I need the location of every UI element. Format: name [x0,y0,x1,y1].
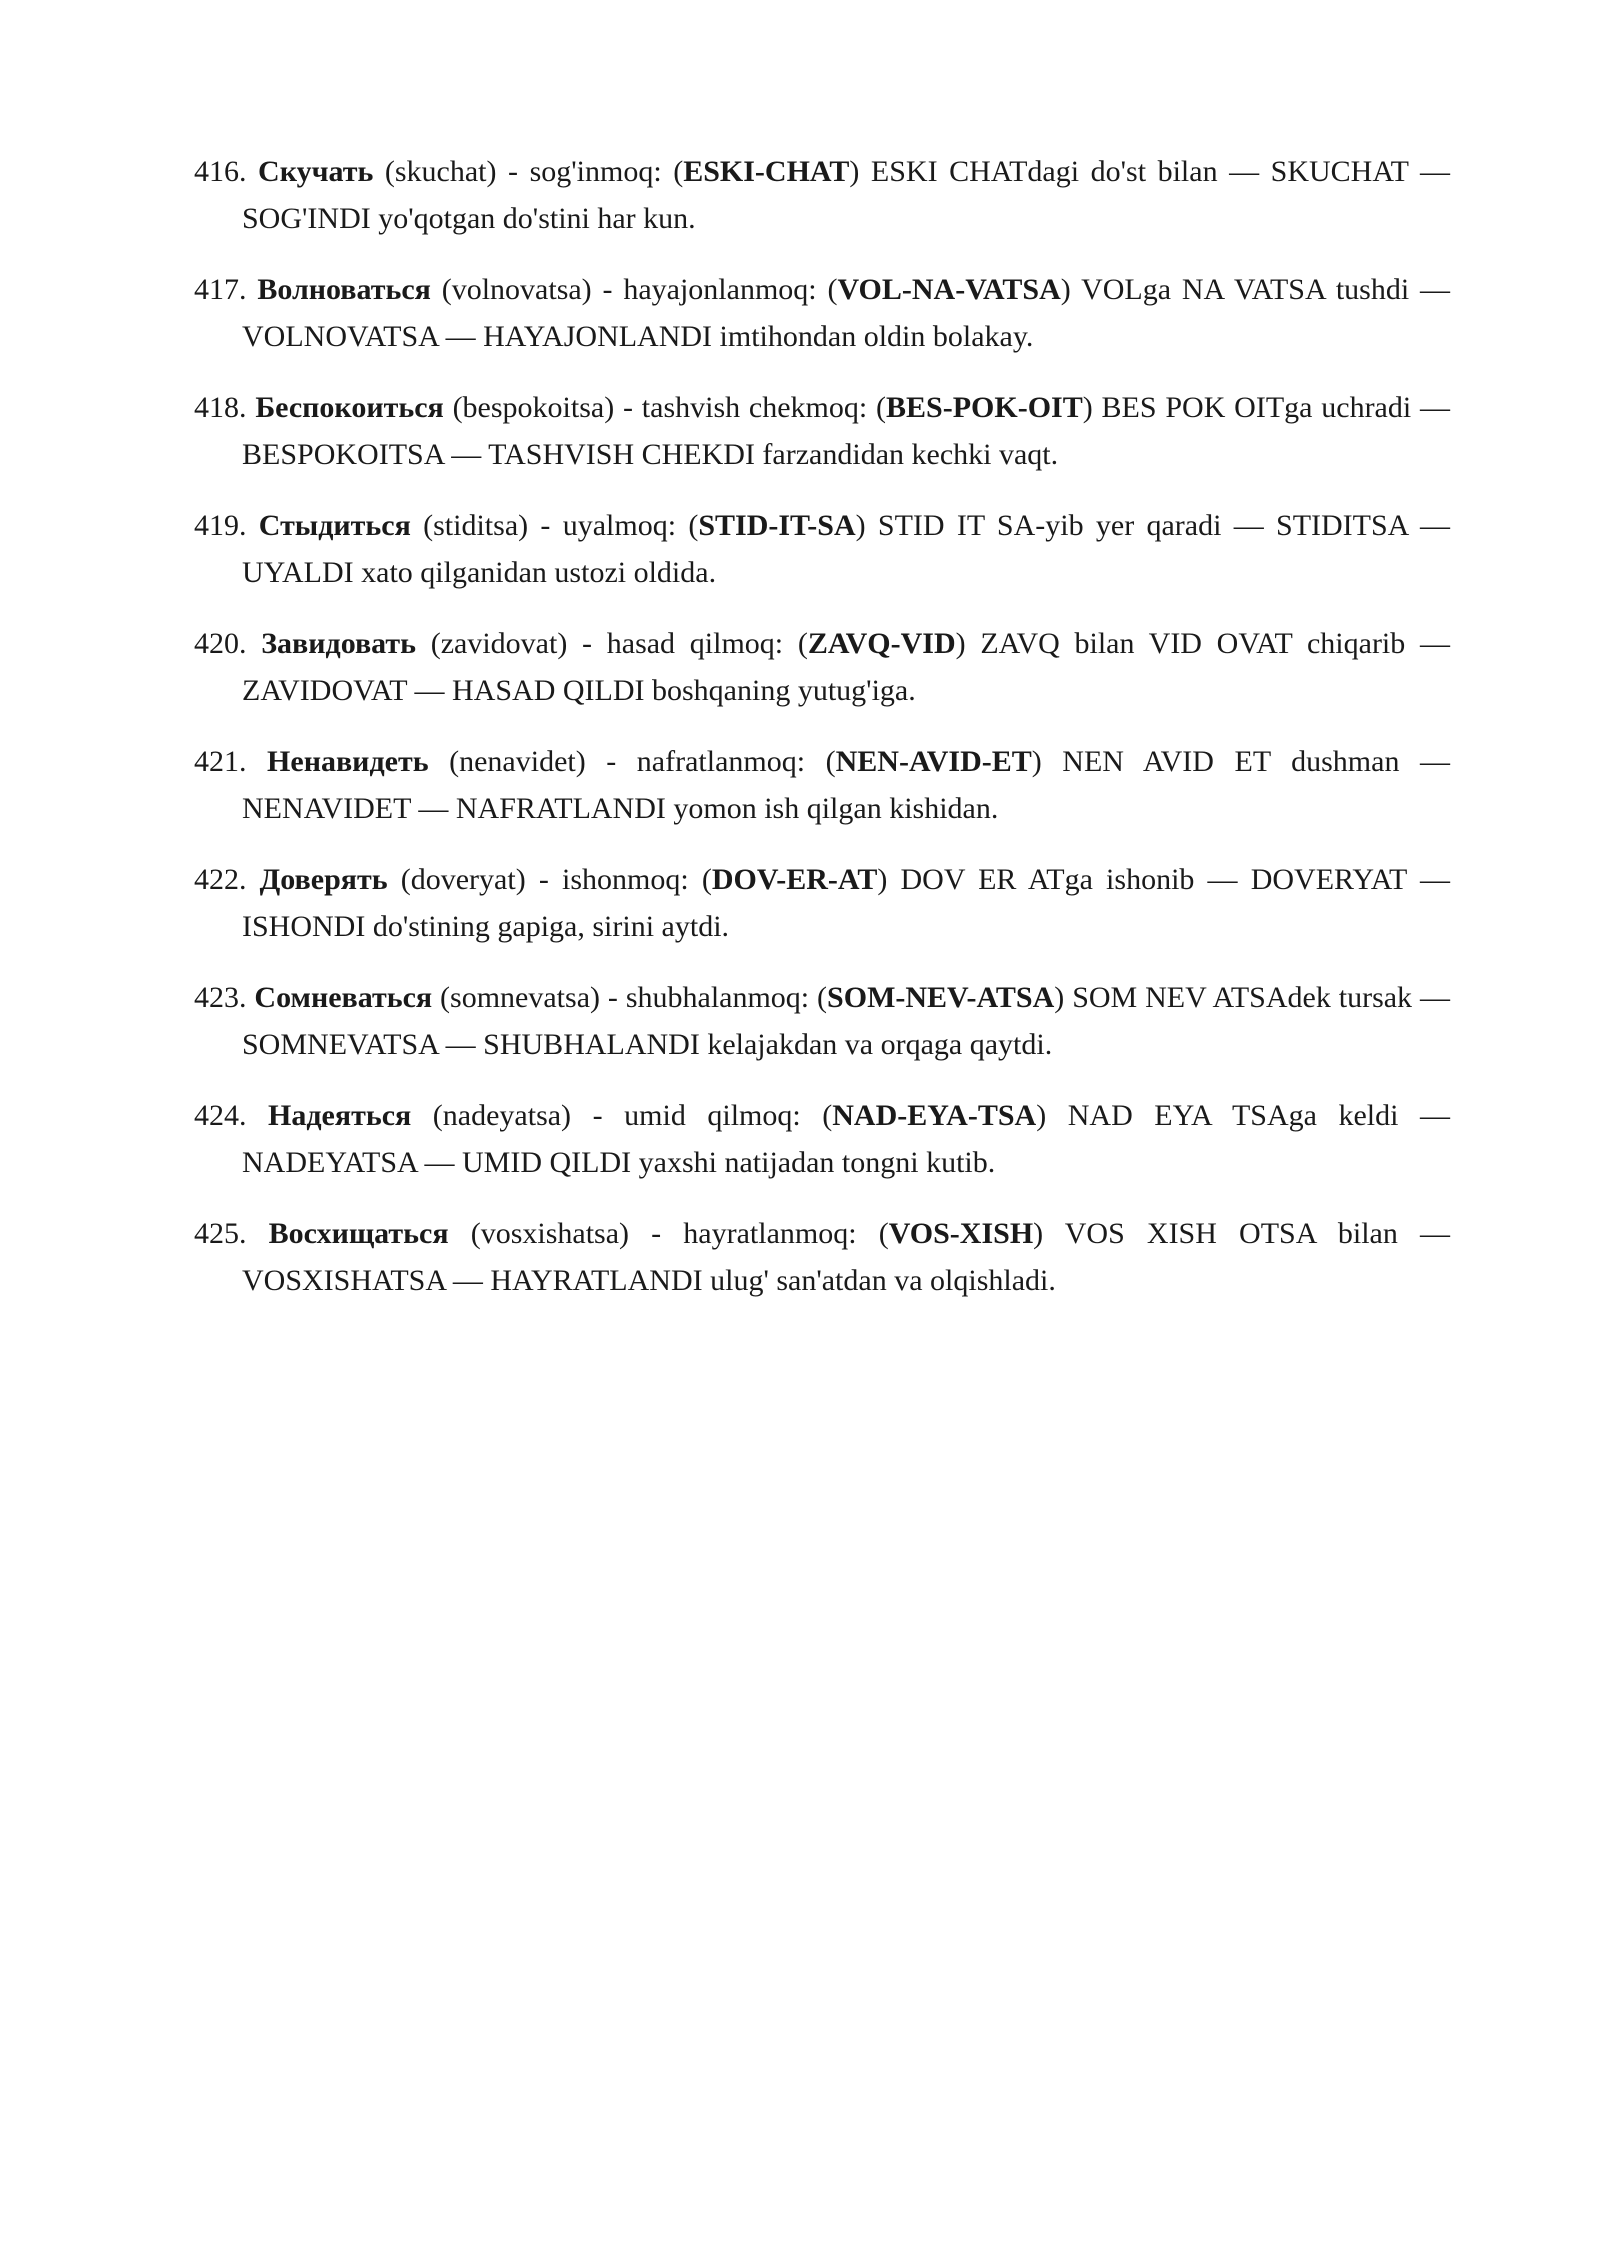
mnemonic-key: DOV-ER-AT [711,863,878,896]
transliteration: (bespokoitsa) [452,391,615,424]
mnemonic-story: NAD EYA TSAga keldi — NADEYATSA — UMID QILDI yaxshi natijadan tongni kutib. [242,1099,1451,1179]
mnemonic-story: SOM NEV ATSAdek tursak — SOMNEVATSA — SHUBHALANDI kelajakdan va orqaga qaytdi. [242,981,1450,1061]
russian-word: Надеяться [268,1099,412,1132]
mnemonic-story: BES POK OITga uchradi — BESPOKOITSA — TASHVISH CHEKDI farzandidan kechki vaqt. [242,391,1451,471]
russian-word: Беспокоиться [255,391,444,424]
entry-number: 422. [194,863,247,896]
vocab-entry-423: 423. Сомневаться (somnevatsa) - shubhalanmoq: (SOM-NEV-ATSA) SOM NEV ATSAdek tursak — SOMNEVATSA — SHUBHALANDI kelajakdan va orqaga qaytdi. [194,981,1450,1061]
transliteration: (stiditsa) [423,509,529,542]
mnemonic-story: DOV ER ATga ishonib — DOVERYAT — ISHONDI do'stining gapiga, sirini aytdi. [242,863,1450,943]
mnemonic-story: VOS XISH OTSA bilan — VOSXISHATSA — HAYRATLANDI ulug' san'atdan va olqishladi. [242,1217,1450,1297]
separator: - [525,863,562,896]
mnemonic-key: NAD-EYA-TSA [832,1099,1037,1132]
separator: - [591,273,624,306]
separator: - [571,1099,625,1132]
russian-word: Волноваться [257,273,431,306]
uzbek-meaning: ishonmoq: [561,863,689,896]
uzbek-meaning: sog'inmoq: [529,155,662,188]
russian-word: Скучать [258,155,374,188]
separator: - [496,155,530,188]
separator: - [528,509,563,542]
russian-word: Сомневаться [254,981,433,1014]
separator: - [567,627,607,660]
separator: - [629,1217,684,1250]
transliteration: (zavidovat) [430,627,568,660]
transliteration: (volnovatsa) [441,273,592,306]
uzbek-meaning: umid qilmoq: [624,1099,801,1132]
vocab-entry-421: 421. Ненавидеть (nenavidet) - nafratlanmoq: (NEN-AVID-ET) NEN AVID ET dushman — NENAVIDET — NAFRATLANDI yomon ish qilgan kishidan. [194,745,1450,825]
mnemonic-story: VOLga NA VATSA tushdi — VOLNOVATSA — HAYAJONLANDI imtihondan oldin bolakay. [242,273,1450,353]
vocab-entry-418: 418. Беспокоиться (bespokoitsa) - tashvish chekmoq: (BES-POK-OIT) BES POK OITga uchradi — BESPOKOITSA — TASHVISH CHEKDI farzandidan kechki vaqt. [194,391,1451,471]
transliteration: (nenavidet) [449,745,586,778]
mnemonic-key: VOL-NA-VATSA [837,273,1061,306]
vocab-entry-417: 417. Волноваться (volnovatsa) - hayajonlanmoq: (VOL-NA-VATSA) VOLga NA VATSA tushdi — VOLNOVATSA — HAYAJONLANDI imtihondan oldin bolakay. [194,273,1450,353]
uzbek-meaning: nafratlanmoq: [636,745,806,778]
mnemonic-story: NEN AVID ET dushman — NENAVIDET — NAFRATLANDI yomon ish qilgan kishidan. [242,745,1450,825]
transliteration: (doveryat) [400,863,526,896]
mnemonic-story: ZAVQ bilan VID OVAT chiqarib — ZAVIDOVAT — HASAD QILDI boshqaning yutug'iga. [242,627,1450,707]
vocab-entry-416: 416. Скучать (skuchat) - sog'inmoq: (ESKI-CHAT) ESKI CHATdagi do'st bilan — SKUCHAT — SOG'INDI yo'qotgan do'stini har kun. [194,155,1450,235]
russian-word: Ненавидеть [267,745,429,778]
entry-number: 417. [194,273,247,306]
mnemonic-key: NEN-AVID-ET [835,745,1032,778]
mnemonic-story: STID IT SA-yib yer qaradi — STIDITSA — UYALDI xato qilganidan ustozi oldida. [242,509,1450,589]
document-page [194,148,1450,1328]
uzbek-meaning: uyalmoq: [562,509,677,542]
separator: - [614,391,642,424]
uzbek-meaning: hayratlanmoq: [683,1217,857,1250]
vocab-entry-425: 425. Восхищаться (vosxishatsa) - hayratlanmoq: (VOS-XISH) VOS XISH OTSA bilan — VOSXISHATSA — HAYRATLANDI ulug' san'atdan va olqishladi. [194,1217,1450,1297]
mnemonic-key: ZAVQ-VID [807,627,956,660]
mnemonic-story: ESKI CHATdagi do'st bilan — SKUCHAT — SOG'INDI yo'qotgan do'stini har kun. [242,155,1450,235]
entry-number: 423. [194,981,247,1014]
separator: - [585,745,637,778]
entry-number: 425. [194,1217,247,1250]
mnemonic-key: BES-POK-OIT [886,391,1083,424]
uzbek-meaning: shubhalanmoq: [625,981,810,1014]
russian-word: Стыдиться [258,509,411,542]
uzbek-meaning: hasad qilmoq: [606,627,784,660]
entry-number: 419. [194,509,247,542]
russian-word: Завидовать [261,627,416,660]
mnemonic-key: ESKI-CHAT [683,155,850,188]
russian-word: Восхищаться [268,1217,449,1250]
mnemonic-key: STID-IT-SA [698,509,856,542]
entry-number: 416. [194,155,247,188]
entry-number: 421. [194,745,247,778]
transliteration: (somnevatsa) [440,981,600,1014]
uzbek-meaning: tashvish chekmoq: [641,391,868,424]
vocab-entry-420: 420. Завидовать (zavidovat) - hasad qilmoq: (ZAVQ-VID) ZAVQ bilan VID OVAT chiqarib — ZAVIDOVAT — HASAD QILDI boshqaning yutug'iga. [194,627,1450,707]
entry-number: 420. [194,627,247,660]
vocab-entry-422: 422. Доверять (doveryat) - ishonmoq: (DOV-ER-AT) DOV ER ATga ishonib — DOVERYAT — ISHONDI do'stining gapiga, sirini aytdi. [194,863,1450,943]
russian-word: Доверять [259,863,388,896]
transliteration: (vosxishatsa) [470,1217,630,1250]
vocab-entry-419: 419. Стыдиться (stiditsa) - uyalmoq: (STID-IT-SA) STID IT SA-yib yer qaradi — STIDITSA — UYALDI xato qilganidan ustozi oldida. [194,509,1450,589]
transliteration: (nadeyatsa) [432,1099,572,1132]
vocab-entry-424: 424. Надеяться (nadeyatsa) - umid qilmoq: (NAD-EYA-TSA) NAD EYA TSAga keldi — NADEYATSA — UMID QILDI yaxshi natijadan tongni kutib. [194,1099,1451,1179]
mnemonic-key: SOM-NEV-ATSA [827,981,1055,1014]
uzbek-meaning: hayajonlanmoq: [623,273,817,306]
mnemonic-key: VOS-XISH [888,1217,1034,1250]
entry-number: 424. [194,1099,247,1132]
entry-number: 418. [194,391,247,424]
separator: - [600,981,626,1014]
transliteration: (skuchat) [384,155,497,188]
